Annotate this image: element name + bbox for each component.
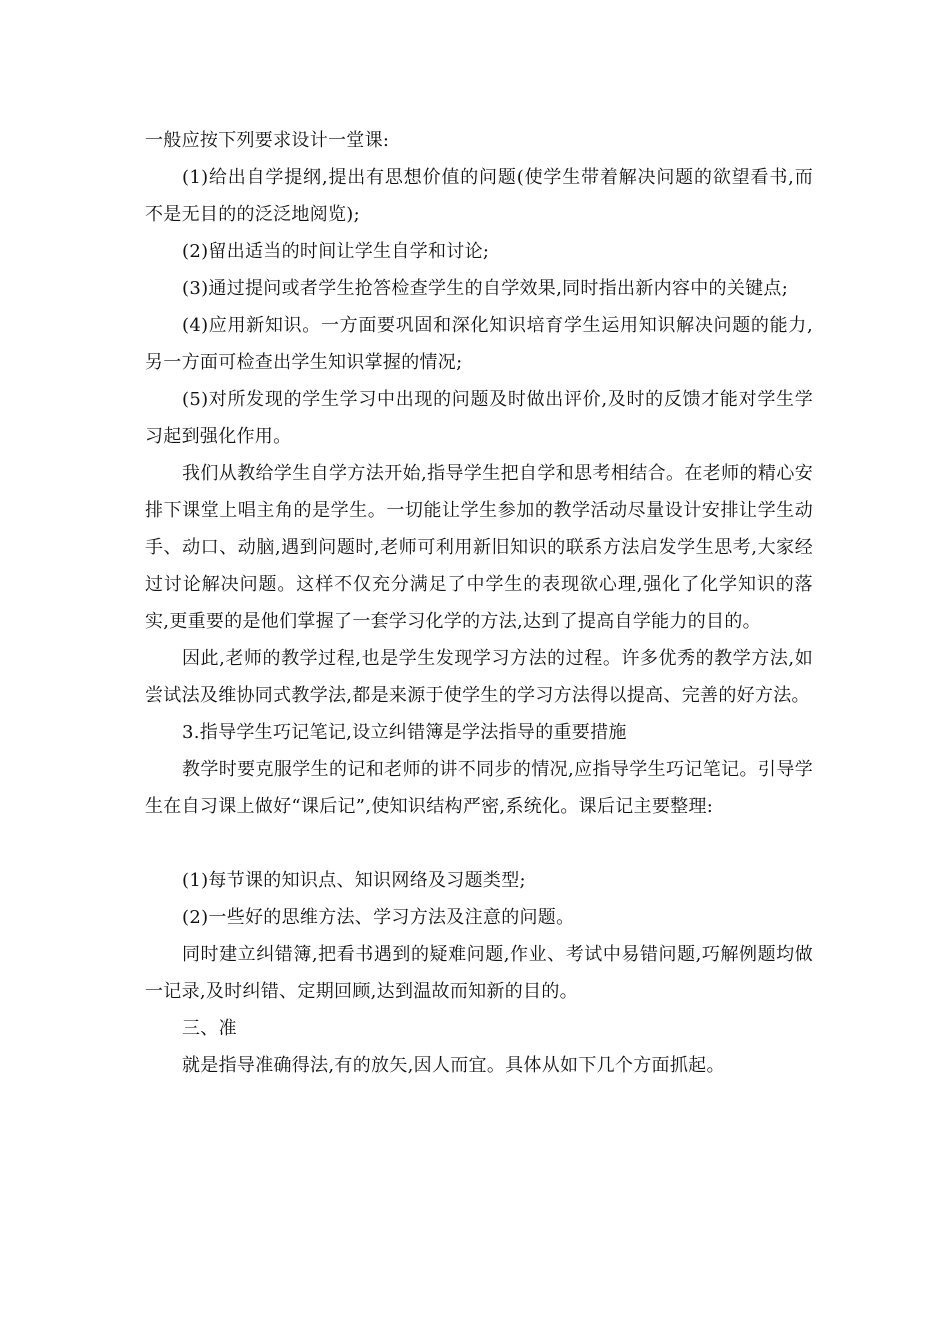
paragraph-item-4: (4)应用新知识。一方面要巩固和深化知识培育学生运用知识解决问题的能力,另一方面可检查出学生知识掌握的情况; <box>145 315 813 373</box>
paragraph-item-1: (1)给出自学提纲,提出有思想价值的问题(使学生带着解决问题的欲望看书,而不是无目的的泛泛地阅览); <box>145 167 813 225</box>
section-heading-3: 3.指导学生巧记笔记,设立纠错簿是学法指导的重要措施 <box>182 722 627 743</box>
paragraph-intro: 一般应按下列要求设计一堂课: <box>145 130 390 151</box>
section-heading-three: 三、准 <box>182 1018 237 1039</box>
document-body <box>145 122 813 1084</box>
paragraph-item-5: (5)对所发现的学生学习中出现的问题及时做出评价,及时的反馈才能对学生学习起到强化作用。 <box>145 389 813 447</box>
paragraph-item-2: (2)留出适当的时间让学生自学和讨论; <box>182 241 490 262</box>
paragraph-self-study: 我们从教给学生自学方法开始,指导学生把自学和思考相结合。在老师的精心安排下课堂上唱主角的是学生。一切能让学生参加的教学活动尽量设计安排让学生动手、动口、动脑,遇到问题时,老师可利用新旧知识的联系方法启发学生思考,大家经过讨论解决问题。这样不仅充分满足了中学生的表现欲心理,强化了化学知识的落实,更重要的是他们掌握了一套学习化学的方法,达到了提高自学能力的目的。 <box>145 463 813 632</box>
paragraph-notes-item-1: (1)每节课的知识点、知识网络及习题类型; <box>182 870 526 891</box>
paragraph-therefore: 因此,老师的教学过程,也是学生发现学习方法的过程。许多优秀的教学方法,如尝试法及维协同式教学法,都是来源于使学生的学习方法得以提高、完善的好方法。 <box>145 648 813 706</box>
paragraph-item-3: (3)通过提问或者学生抢答检查学生的自学效果,同时指出新内容中的关键点; <box>182 278 789 299</box>
paragraph-accuracy: 就是指导准确得法,有的放矢,因人而宜。具体从如下几个方面抓起。 <box>182 1055 725 1076</box>
paragraph-notes: 教学时要克服学生的记和老师的讲不同步的情况,应指导学生巧记笔记。引导学生在自习课上做好“课后记”,使知识结构严密,系统化。课后记主要整理: <box>145 759 813 817</box>
blank-line <box>145 825 813 862</box>
paragraph-notes-item-2: (2)一些好的思维方法、学习方法及注意的问题。 <box>182 907 575 928</box>
paragraph-error-book: 同时建立纠错簿,把看书遇到的疑难问题,作业、考试中易错问题,巧解例题均做一记录,及时纠错、定期回顾,达到温故而知新的目的。 <box>145 944 813 1002</box>
